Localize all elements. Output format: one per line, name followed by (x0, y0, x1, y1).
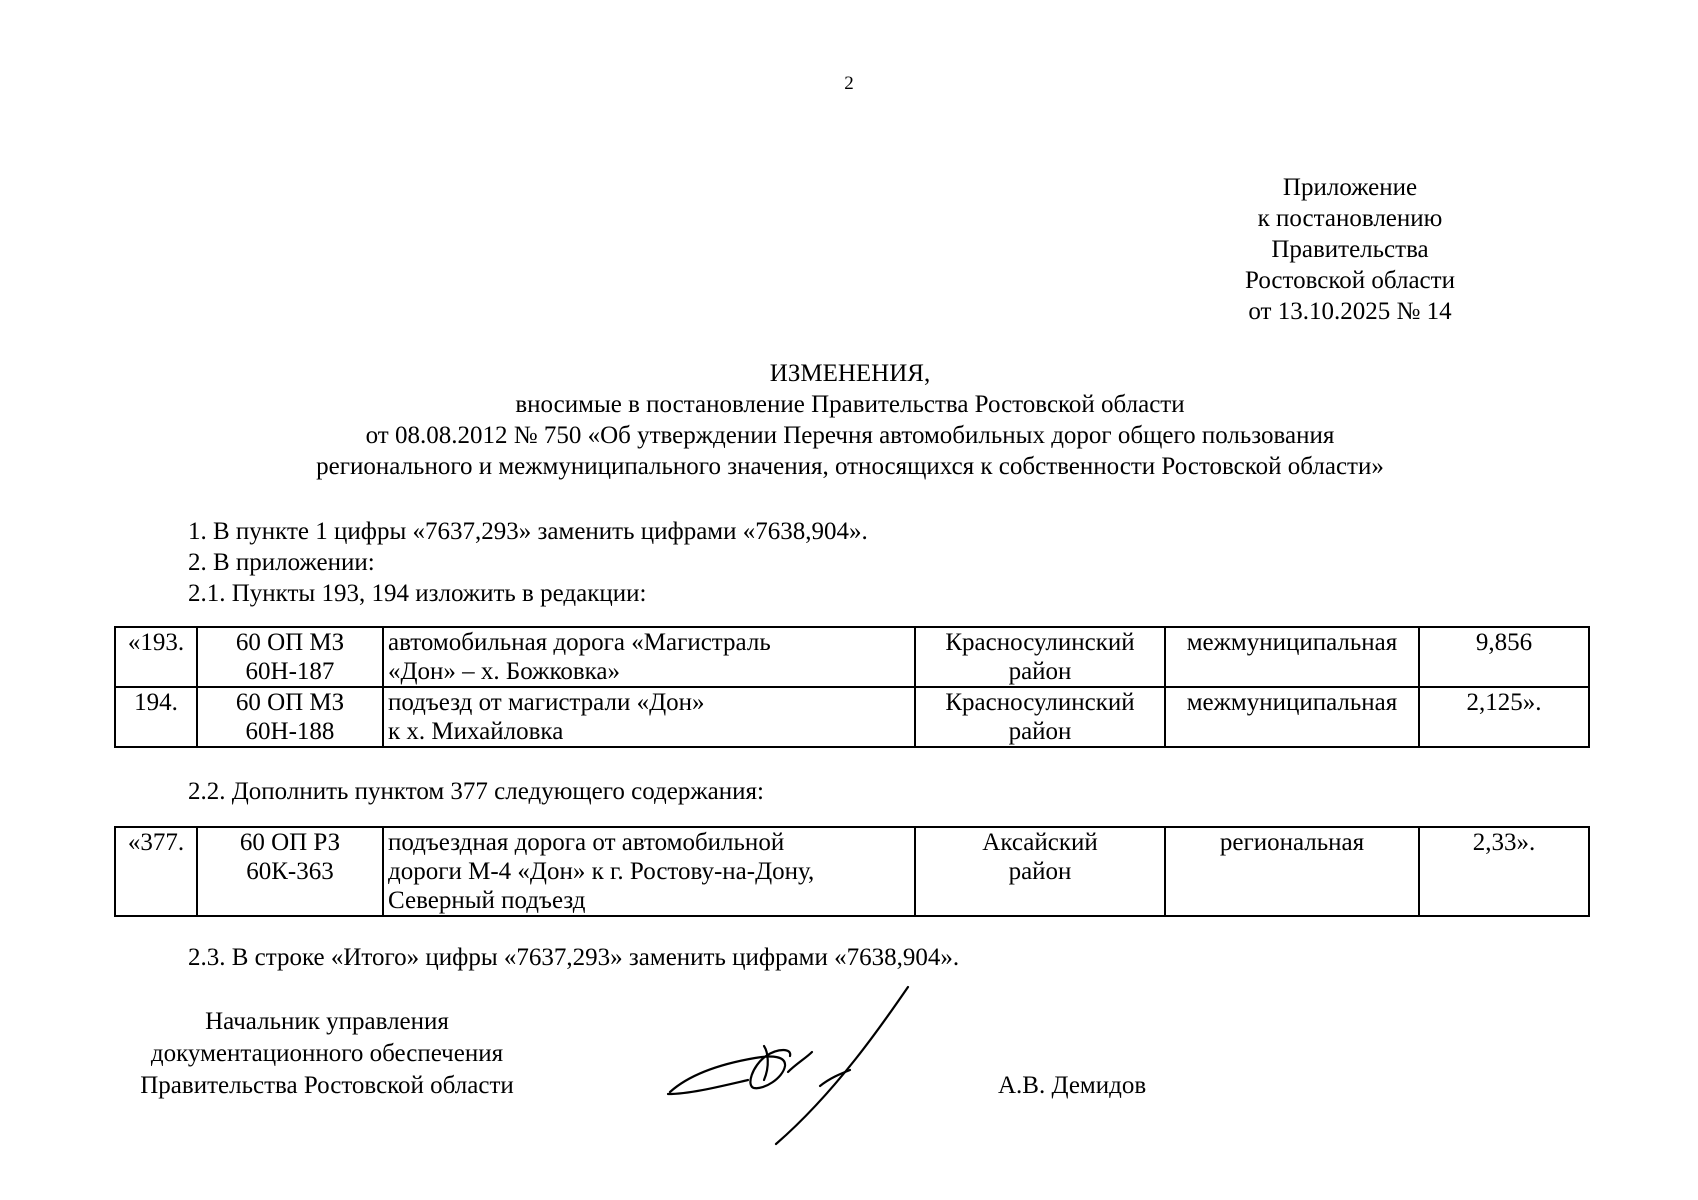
signer-position (112, 1006, 542, 1102)
table-row (115, 687, 1589, 747)
cell-district (915, 627, 1165, 687)
district-line: Аксайский (982, 829, 1098, 856)
roads-table-193-194 (114, 626, 1590, 748)
cell-significance: межмуниципальная (1165, 627, 1419, 687)
appendix-line: Ростовской области (1245, 267, 1455, 294)
name-line: дороги М-4 «Дон» к г. Ростову-на-Дону, (388, 858, 815, 885)
code-line: 60Н-187 (245, 658, 335, 685)
cell-length: 2,125». (1419, 687, 1589, 747)
code-line: 60Н-188 (245, 718, 335, 745)
cell-code (197, 827, 383, 916)
cell-code (197, 687, 383, 747)
roads-table-377 (114, 826, 1590, 917)
cell-significance: межмуниципальная (1165, 687, 1419, 747)
district-line: район (1008, 718, 1072, 745)
cell-number: «193. (115, 627, 197, 687)
name-line: подъезд от магистрали «Дон» (388, 689, 705, 716)
paragraph-2-3: 2.3. В строке «Итого» цифры «7637,293» заменить цифрами «7638,904». (188, 944, 960, 971)
cell-number: 194. (115, 687, 197, 747)
document-heading (180, 358, 1520, 482)
district-line: Красносулинский (945, 689, 1135, 716)
district-line: Красносулинский (945, 629, 1135, 656)
name-line: «Дон» – х. Божковка» (388, 658, 620, 685)
district-line: район (1008, 858, 1072, 885)
cell-length: 9,856 (1419, 627, 1589, 687)
name-line: автомобильная дорога «Магистраль (388, 629, 771, 656)
signer-name: А.В. Демидов (998, 1072, 1147, 1099)
table-row (115, 627, 1589, 687)
handwritten-signature (660, 982, 960, 1155)
district-line: район (1008, 658, 1072, 685)
code-line: 60 ОП РЗ (239, 829, 341, 856)
cell-road-name (383, 827, 915, 916)
paragraph-2-2: 2.2. Дополнить пунктом 377 следующего содержания: (188, 778, 764, 805)
code-line: 60К-363 (246, 858, 334, 885)
appendix-line: от 13.10.2025 № 14 (1248, 298, 1452, 325)
signature-icon (660, 982, 960, 1147)
code-line: 60 ОП МЗ (235, 629, 345, 656)
cell-district (915, 687, 1165, 747)
cell-length: 2,33». (1419, 827, 1589, 916)
cell-district (915, 827, 1165, 916)
name-line: подъездная дорога от автомобильной (388, 829, 785, 856)
code-line: 60 ОП МЗ (235, 689, 345, 716)
cell-code (197, 627, 383, 687)
cell-significance: региональная (1165, 827, 1419, 916)
signer-position-line: документационного обеспечения (150, 1040, 504, 1067)
cell-road-name (383, 627, 915, 687)
heading-line: от 08.08.2012 № 750 «Об утверждении Перечня автомобильных дорог общего пользования (365, 422, 1335, 449)
appendix-line: Приложение (1282, 174, 1418, 201)
table-row (115, 827, 1589, 916)
heading-line: регионального и межмуниципального значения, относящихся к собственности Ростовской области» (316, 453, 1384, 480)
heading-line: вносимые в постановление Правительства Ростовской области (515, 391, 1185, 418)
name-line: к х. Михайловка (388, 718, 564, 745)
cell-road-name (383, 687, 915, 747)
appendix-line: к постановлению (1257, 205, 1443, 232)
cell-number: «377. (115, 827, 197, 916)
appendix-line: Правительства (1271, 236, 1429, 263)
heading-title: ИЗМЕНЕНИЯ, (769, 360, 931, 387)
signer-position-line: Начальник управления (205, 1008, 449, 1035)
paragraph-1: 1. В пункте 1 цифры «7637,293» заменить цифрами «7638,904». (188, 518, 868, 545)
name-line: Северный подъезд (388, 887, 586, 914)
paragraph-2: 2. В приложении: (188, 549, 375, 576)
appendix-header (1240, 172, 1460, 327)
signer-position-line: Правительства Ростовской области (140, 1072, 514, 1099)
paragraph-2-1: 2.1. Пункты 193, 194 изложить в редакции: (188, 580, 647, 607)
page-number: 2 (844, 73, 854, 94)
